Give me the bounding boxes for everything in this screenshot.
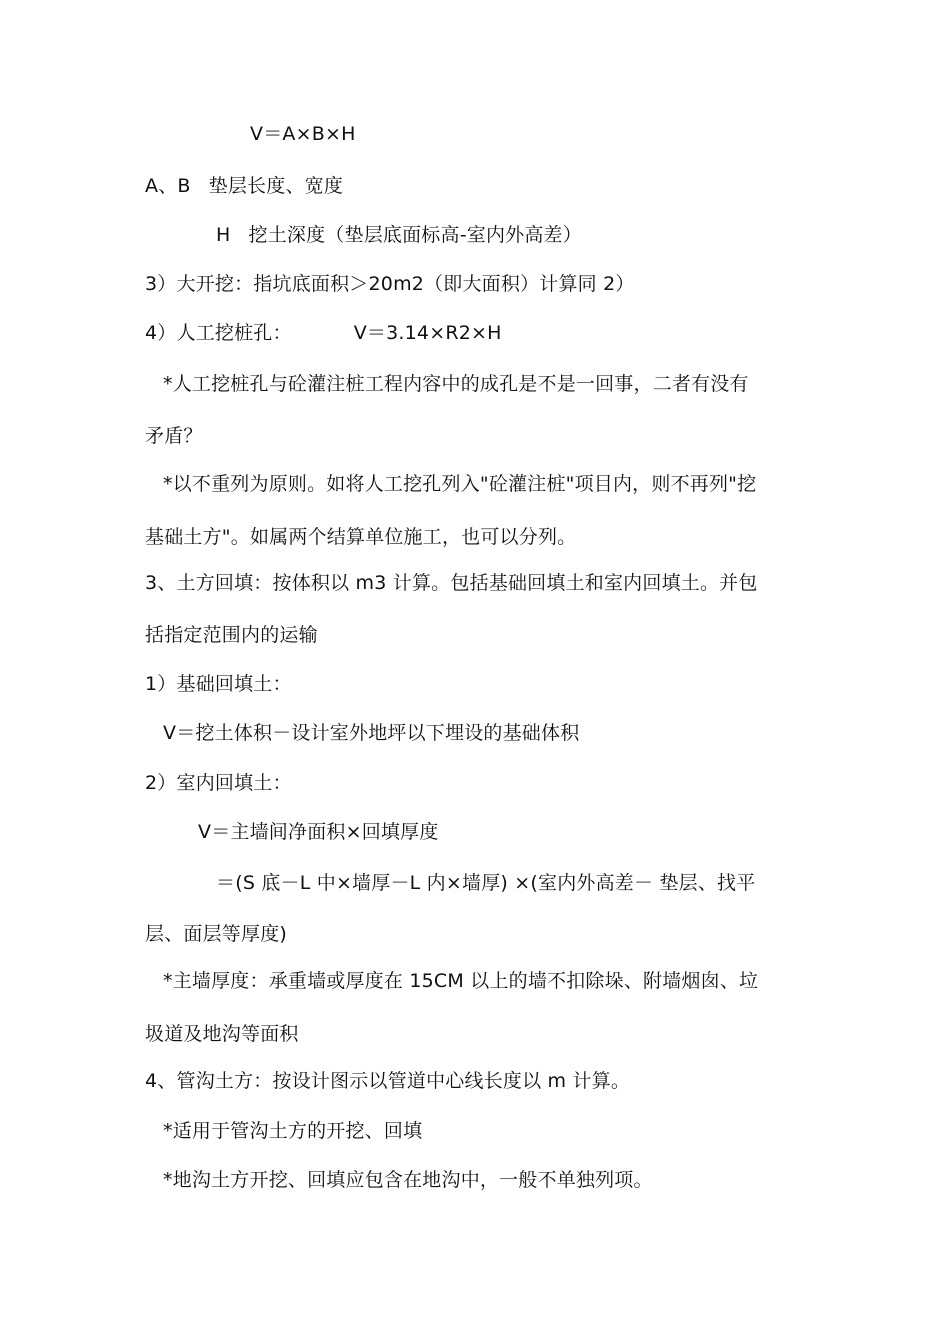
formula-volume-abh: V＝A×B×H [250, 123, 356, 145]
section-backfill-line1: 3、土方回填：按体积以 m3 计算。包括基础回填土和室内回填土。并包 [145, 572, 758, 594]
note-ditch-earthwork: *地沟土方开挖、回填应包含在地沟中，一般不单独列项。 [163, 1169, 653, 1191]
term-h: H [216, 224, 231, 246]
note-answer-line1: *以不重列为原则。如将人工挖孔列入"砼灌注桩"项目内，则不再列"挖 [163, 473, 757, 495]
note-main-wall-line1: *主墙厚度：承重墙或厚度在 15CM 以上的墙不扣除垛、附墙烟囱、垃 [163, 970, 759, 992]
note-trench-applicable: *适用于管沟土方的开挖、回填 [163, 1120, 423, 1142]
definition-h [216, 223, 881, 247]
note-question-line1: *人工挖桩孔与砼灌注桩工程内容中的成孔是不是一回事，二者有没有 [163, 373, 749, 395]
section-trench-earthwork: 4、管沟土方：按设计图示以管道中心线长度以 m 计算。 [145, 1070, 631, 1092]
formula-indoor-backfill: V＝主墙间净面积×回填厚度 [198, 821, 439, 843]
formula-indoor-backfill-expanded-line1: ＝(S 底－L 中×墙厚－L 内×墙厚) ×(室内外高差－ 垫层、找平 [216, 872, 756, 894]
term-h-desc: 挖土深度（垫层底面标高-室内外高差） [248, 224, 582, 246]
item-manual-pile-hole-label: 4）人工挖桩孔： [145, 322, 292, 344]
item-manual-pile-hole [145, 321, 810, 345]
item-indoor-backfill: 2）室内回填土： [145, 772, 292, 794]
item-large-excavation: 3）大开挖：指坑底面积＞20m2（即大面积）计算同 2） [145, 273, 635, 295]
definition-a-b [145, 174, 810, 198]
note-main-wall-line2: 圾道及地沟等面积 [145, 1023, 299, 1045]
section-backfill-line2: 括指定范围内的运输 [145, 624, 318, 646]
term-a-b: A、B [145, 175, 191, 197]
term-a-b-desc: 垫层长度、宽度 [208, 175, 344, 197]
note-question-line2: 矛盾？ [145, 425, 203, 447]
formula-foundation-backfill: V＝挖土体积－设计室外地坪以下埋设的基础体积 [163, 722, 580, 744]
formula-indoor-backfill-expanded-line2: 层、面层等厚度) [145, 923, 288, 945]
item-foundation-backfill: 1）基础回填土： [145, 673, 292, 695]
formula-pile-hole: V＝3.14×R2×H [353, 322, 502, 344]
note-answer-line2: 基础土方"。如属两个结算单位施工，也可以分列。 [145, 526, 577, 548]
